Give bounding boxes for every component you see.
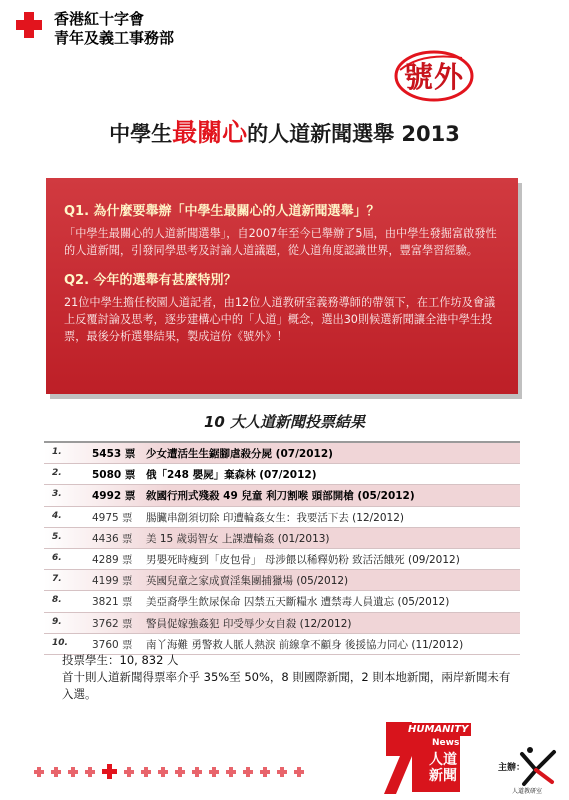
cross-icon	[51, 767, 61, 777]
row-rank: 4.	[52, 510, 62, 521]
cross-icon	[260, 767, 270, 777]
row-headline: 腸臟串劏須切除 印遭輪姦女生：我要活下去 (12/2012)	[146, 511, 404, 524]
humanity-cn: 人道新聞	[429, 752, 457, 784]
humanity-news: News	[432, 738, 460, 748]
row-votes: 3821 票	[92, 596, 133, 609]
humanity-name: HUMANITY	[405, 723, 471, 736]
table-row	[44, 549, 520, 570]
row-rank: 1.	[52, 447, 62, 457]
row-votes: 4436 票	[92, 532, 133, 545]
sponsor-label: 主辦：	[498, 763, 526, 773]
table-row	[44, 613, 520, 634]
table-row	[44, 528, 520, 549]
cross-icon	[277, 767, 287, 777]
row-votes: 4992 票	[92, 490, 136, 503]
row-headline: 英國兒童之家成賣淫集團捕獵場 (05/2012)	[146, 575, 349, 588]
table-row	[44, 591, 520, 612]
row-votes: 4289 票	[92, 553, 133, 566]
row-rank: 5.	[52, 531, 62, 542]
row-votes: 5080 票	[92, 469, 136, 482]
page-title	[0, 113, 569, 149]
row-rank: 2.	[52, 468, 62, 479]
row-headline: 警員促嫁強姦犯 印受辱少女自殺 (12/2012)	[146, 617, 352, 630]
org-names	[54, 10, 174, 48]
red-cross-icon	[16, 12, 42, 38]
cross-icon	[124, 767, 134, 777]
cross-icon	[243, 767, 253, 777]
row-rank: 7.	[52, 574, 62, 585]
row-votes: 3760 票	[92, 638, 133, 651]
faq-question-1: Q1. 為什麼要舉辦「中學生最關心的人道新聞選舉」？	[64, 204, 380, 219]
row-votes: 3762 票	[92, 617, 133, 630]
cross-icon	[102, 764, 117, 779]
sponsor-logo-icon	[514, 744, 560, 788]
row-rank: 3.	[52, 489, 62, 500]
org-header	[16, 10, 174, 48]
org-name-line1: 香港紅十字會	[54, 10, 145, 28]
extra-badge-text: 號外	[403, 59, 464, 94]
row-headline: 敘國行刑式殘殺 49 兒童 利刀割喉 頭部開槍 (05/2012)	[146, 490, 415, 503]
faq-answer-1: 「中學生最關心的人道新聞選舉」，自2007年至今已舉辦了5屆，由中學生發掘富啟發性的人道新聞，引發同學思考及討論人道議題，從人道角度認識世界，豐富學習經驗。	[64, 227, 497, 257]
table-row	[44, 485, 520, 506]
title-prefix: 中學生	[109, 122, 173, 146]
row-rank: 10.	[52, 637, 68, 648]
row-headline: 南丫海難 勇警救人脈人熱淚 前線拿不顧身 後援協力同心 (11/2012)	[146, 638, 464, 651]
summary-note: 首十則人道新聞得票率介乎 35%至 50%，8 則國際新聞，2 則本地新聞，兩岸新聞未有入選。	[62, 670, 511, 701]
row-headline: 男嬰死時瘦到「皮包骨」 母涉餵以稀釋奶粉 致活活餓死 (09/2012)	[146, 553, 460, 566]
row-rank: 6.	[52, 552, 62, 563]
results-title: 10 大人道新聞投票結果	[203, 413, 366, 431]
row-headline: 俄「248 嬰屍」棄森林 (07/2012)	[146, 469, 317, 482]
row-headline: 少女遭活生生鋸腳虐殺分屍 (07/2012)	[146, 448, 333, 460]
table-row	[44, 443, 520, 464]
results-table	[44, 441, 520, 655]
cross-icon	[68, 767, 78, 777]
table-row	[44, 464, 520, 485]
summary	[62, 652, 512, 703]
row-votes: 4199 票	[92, 575, 133, 588]
summary-voters: 投票學生：10, 832 人	[62, 653, 179, 667]
row-votes: 4975 票	[92, 511, 133, 524]
cross-icon	[34, 767, 44, 777]
cross-icon	[175, 767, 185, 777]
cross-row	[34, 764, 311, 779]
row-votes: 5453 票	[92, 448, 136, 460]
cross-icon	[294, 767, 304, 777]
extra-badge	[392, 46, 476, 104]
cross-icon	[141, 767, 151, 777]
cross-icon	[226, 767, 236, 777]
sponsor-caption: 人道教研室	[512, 788, 543, 795]
title-suffix: 的人道新聞選舉 2013	[247, 122, 460, 146]
org-name-line2: 青年及義工事務部	[54, 29, 175, 47]
cross-icon	[158, 767, 168, 777]
cross-icon	[192, 767, 202, 777]
faq-box	[46, 178, 518, 394]
cross-icon	[209, 767, 219, 777]
row-rank: 9.	[52, 616, 62, 627]
row-headline: 美亞裔學生飲尿保命 囚禁五天斷糧水 遭禁毒人員遺忘 (05/2012)	[146, 596, 450, 609]
row-rank: 8.	[52, 595, 62, 606]
table-row	[44, 570, 520, 591]
title-highlight: 最關心	[172, 118, 248, 147]
cross-icon	[85, 767, 95, 777]
table-row	[44, 507, 520, 528]
row-headline: 美 15 歲弱智女 上課遭輪姦 (01/2013)	[146, 532, 330, 545]
faq-answer-2: 21位中學生擔任校園人道記者，由12位人道教研室義務導師的帶領下，在工作坊及會議上反覆討論及思考，逐步建構心中的「人道」概念，選出30則候選新聞讓全港中學生投票，最後分析選舉結果，製成這份《號外》！	[64, 296, 496, 343]
faq-question-2: Q2. 今年的選舉有甚麼特別？	[64, 273, 237, 288]
